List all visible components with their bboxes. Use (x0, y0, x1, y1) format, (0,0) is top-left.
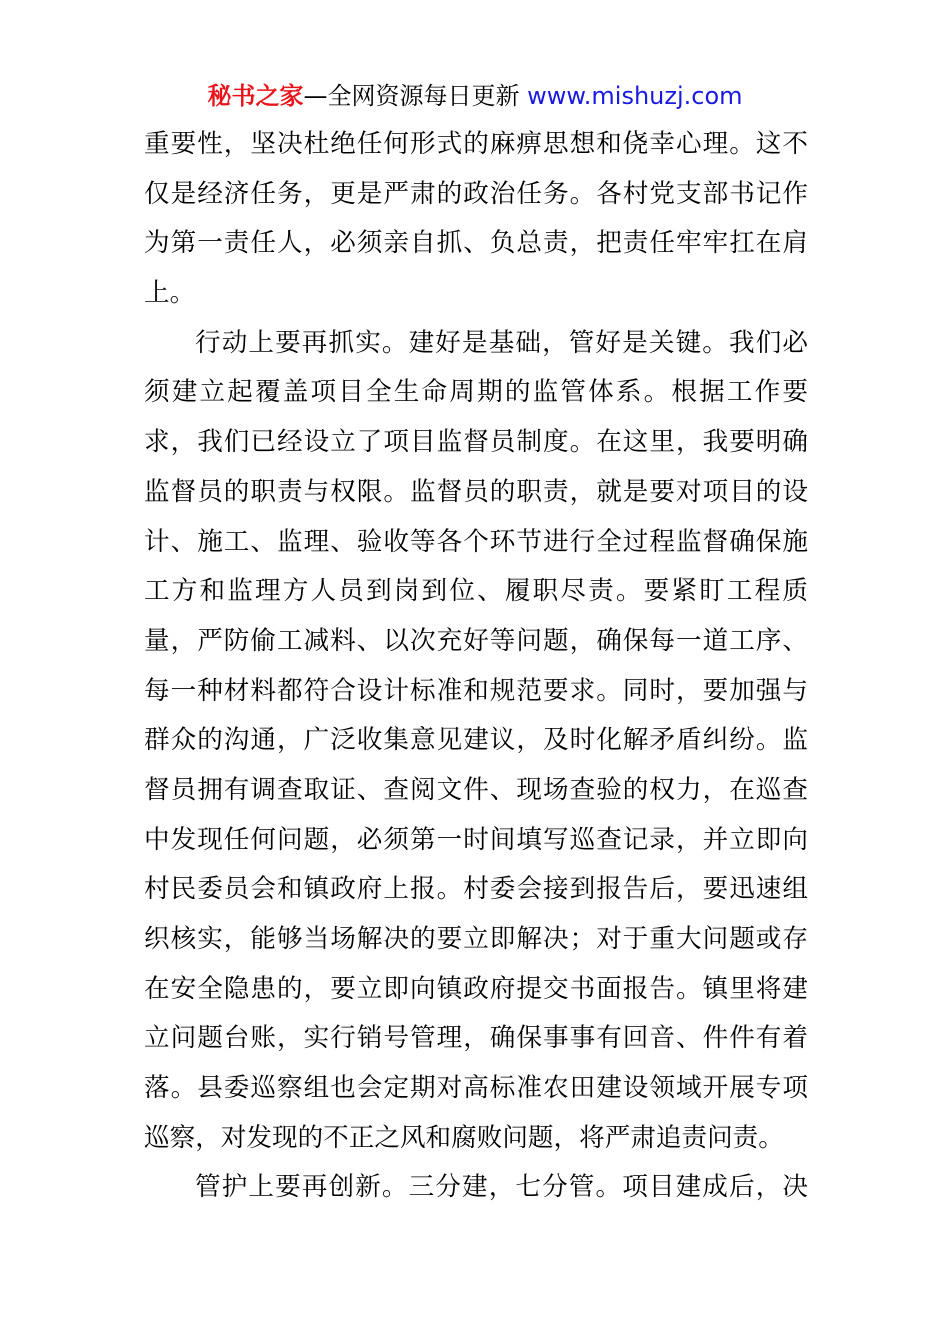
text-line: 落。县委巡察组也会定期对高标准农田建设领域开展专项 (144, 1073, 808, 1104)
paragraph-first-line: 管护上要再创新。三分建，七分管。项目建成后，决 (195, 1172, 808, 1203)
text-line: 每一种材料都符合设计标准和规范要求。同时，要加强与 (144, 675, 808, 706)
text-line: 巡察，对发现的不正之风和腐败问题，将严肃追责问责。 (144, 1122, 784, 1153)
text-line: 工方和监理方人员到岗到位、履职尽责。要紧盯工程质 (144, 576, 808, 607)
text-line: 上。 (144, 278, 196, 309)
text-line: 村民委员会和镇政府上报。村委会接到报告后，要迅速组 (144, 874, 808, 905)
brand-name: 秘书之家 (207, 82, 304, 110)
text-line: 仅是经济任务，更是严肃的政治任务。各村党支部书记作 (144, 178, 808, 209)
text-line: 督员拥有调查取证、查阅文件、现场查验的权力，在巡查 (144, 774, 808, 805)
text-line: 求，我们已经设立了项目监督员制度。在这里，我要明确 (144, 427, 808, 458)
header-tagline: —全网资源每日更新 (303, 82, 528, 110)
text-line: 中发现任何问题，必须第一时间填写巡查记录，并立即向 (144, 824, 808, 855)
document-body (144, 120, 808, 1213)
paragraph-first-line: 行动上要再抓实。建好是基础，管好是关键。我们必 (195, 327, 808, 358)
text-line: 织核实，能够当场解决的要立即解决；对于重大问题或存 (144, 924, 808, 954)
text-line: 须建立起覆盖项目全生命周期的监管体系。根据工作要 (144, 377, 808, 408)
text-line: 群众的沟通，广泛收集意见建议，及时化解矛盾纠纷。监 (144, 725, 808, 756)
site-url-link[interactable]: www.mishuzj.com (527, 82, 743, 110)
text-line: 量，严防偷工减料、以次充好等问题，确保每一道工序、 (144, 625, 808, 656)
text-line: 计、施工、监理、验收等各个环节进行全过程监督确保施 (144, 526, 808, 557)
text-line: 监督员的职责与权限。监督员的职责，就是要对项目的设 (144, 476, 808, 507)
text-line: 立问题台账，实行销号管理，确保事事有回音、件件有着 (144, 1023, 808, 1054)
text-line: 在安全隐患的，要立即向镇政府提交书面报告。镇里将建 (144, 973, 808, 1004)
text-line: 为第一责任人，必须亲自抓、负总责，把责任牢牢扛在肩 (144, 228, 808, 259)
text-line: 重要性，坚决杜绝任何形式的麻痹思想和侥幸心理。这不 (144, 129, 808, 159)
site-header (0, 78, 950, 114)
